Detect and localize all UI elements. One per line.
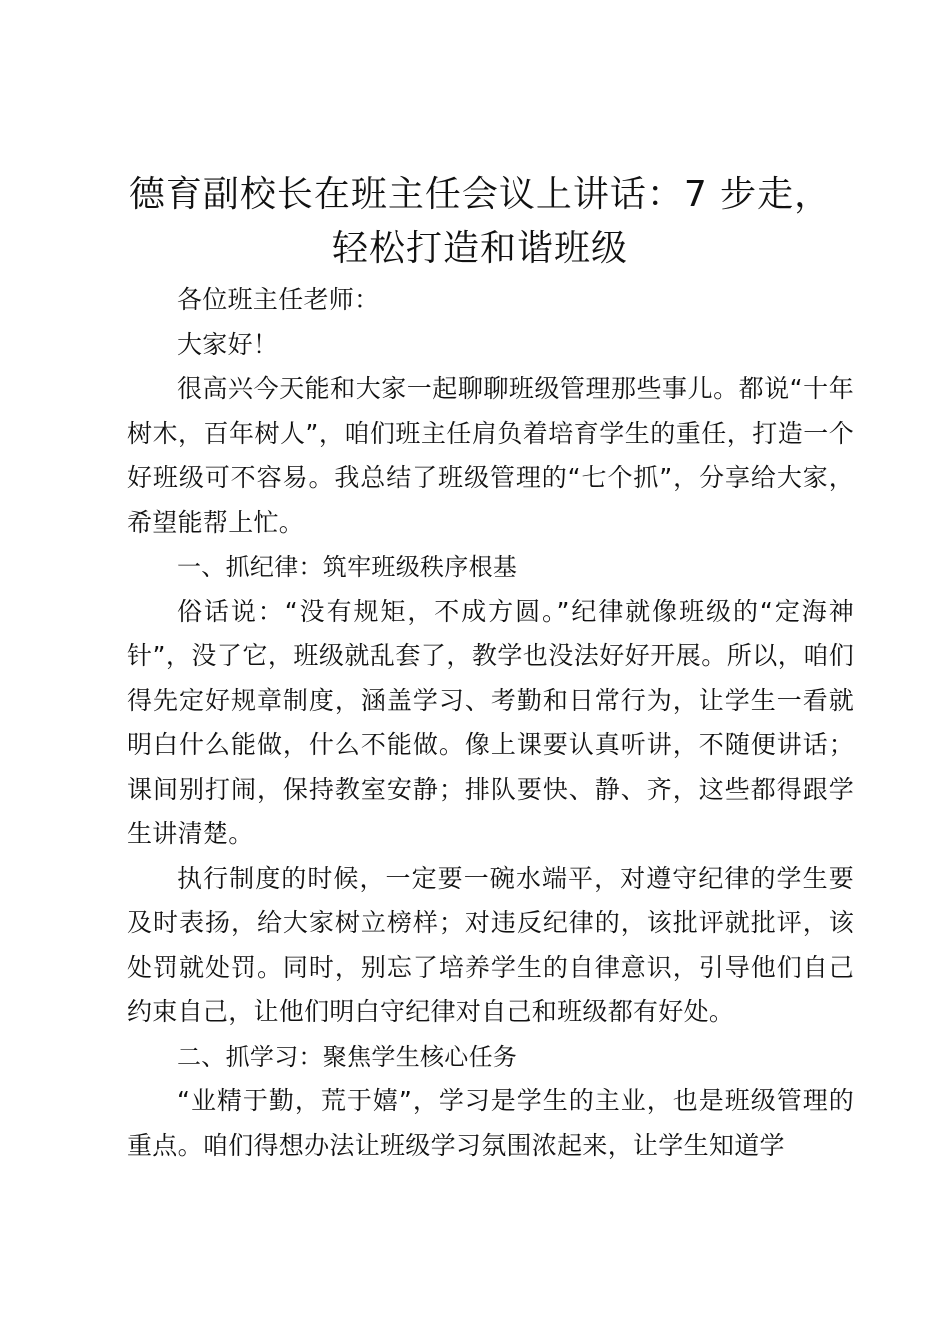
document-body bbox=[127, 278, 854, 1168]
intro-paragraph: 很高兴今天能和大家一起聊聊班级管理那些事儿。都说“十年树木，百年树人”，咱们班主任肩负着培育学生的重任，打造一个好班级可不容易。我总结了班级管理的“七个抓”，分享给大家，希望能帮上忙。 bbox=[127, 374, 854, 537]
salutation: 各位班主任老师： bbox=[177, 285, 380, 314]
document-title: 德育副校长在班主任会议上讲话：7 步走，轻松打造和谐班级 bbox=[128, 174, 832, 269]
section-2-paragraph-1: “业精于勤，荒于嬉”，学习是学生的主业，也是班级管理的重点。咱们得想办法让班级学习氛围浓起来，让学生知道学 bbox=[127, 1086, 854, 1160]
section-1-paragraph-2: 执行制度的时候，一定要一碗水端平，对遵守纪律的学生要及时表扬，给大家树立榜样；对违反纪律的，该批评就批评，该处罚就处罚。同时，别忘了培养学生的自律意识，引导他们自己约束自己，让他们明白守纪律对自己和班级都有好处。 bbox=[127, 863, 854, 1026]
greeting: 大家好！ bbox=[177, 329, 279, 359]
section-1-paragraph-1: 俗话说：“没有规矩，不成方圆。”纪律就像班级的“定海神针”，没了它，班级就乱套了，教学也没法好好开展。所以，咱们得先定好规章制度，涵盖学习、考勤和日常行为，让学生一看就明白什么能做，什么不能做。像上课要认真听讲，不随便讲话；课间别打闹，保持教室安静；排队要快、静、齐，这些都得跟学生讲清楚。 bbox=[127, 596, 854, 848]
section-2-heading: 二、抓学习：聚焦学生核心任务 bbox=[177, 1042, 518, 1071]
section-1-heading: 一、抓纪律：筑牢班级秩序根基 bbox=[177, 553, 518, 581]
